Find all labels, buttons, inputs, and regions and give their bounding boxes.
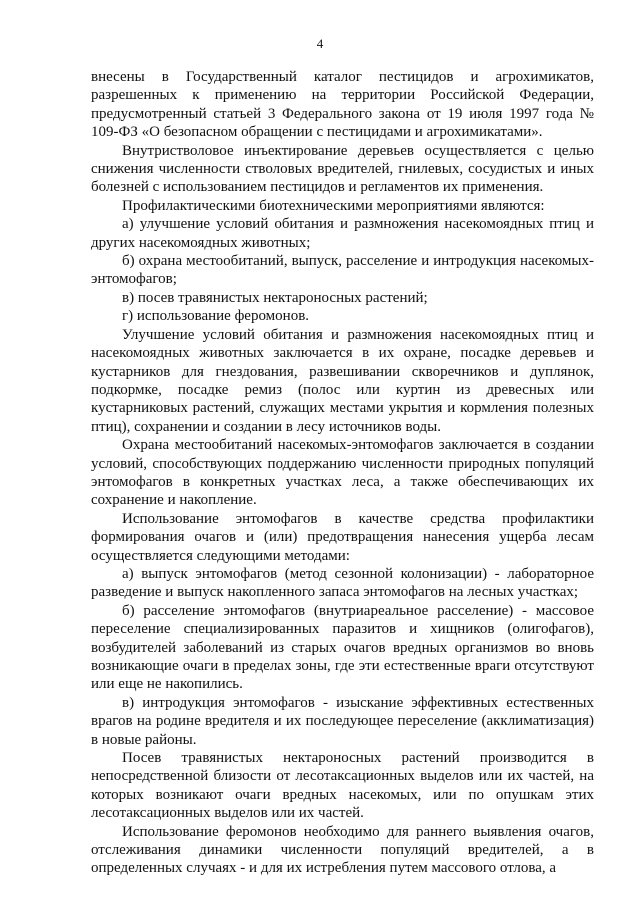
list-item: г) использование феромонов. [122, 308, 310, 325]
list-item: б) расселение энтомофагов (внутриареальное расселение) - массовое переселение специализированных паразитов и хищников (олигофагов), возбудителей заболеваний из старых очагов вредных организмов во вновь возникающие очаги в пределах зоны, где эти естественные враги отсутствуют или еще не накопились. [91, 602, 594, 693]
paragraph: Улучшение условий обитания и размножения насекомоядных птиц и насекомоядных животных заключается в их охране, посадке деревьев и кустарников для гнездования, развешивании скворечников и дуплянок, подкормке, посадке ремиз (полос или куртин из древесных или кустарниковых растений, служащих местами укрытия и кормления полезных птиц), сохранении и создании в лесу источников воды. [91, 326, 594, 435]
page-number: 4 [316, 36, 324, 51]
list-item: в) интродукция энтомофагов - изыскание эффективных естественных врагов на родине вредителя и их последующее переселение (акклиматизация) в новые районы. [91, 694, 594, 748]
paragraph: Охрана местообитаний насекомых-энтомофагов заключается в создании условий, способствующих поддержанию численности природных популяций энтомофагов в конкретных участках леса, а также обеспечивающих их сохранение и накопление. [91, 437, 594, 509]
paragraph: Внутристволовое инъектирование деревьев осуществляется с целью снижения численности стволовых вредителей, гнилевых, сосудистых и иных болезней с использованием пестицидов и регламентов их применения. [91, 142, 594, 196]
document-body [91, 68, 594, 878]
paragraph: Профилактическими биотехническими мероприятиями являются: [122, 197, 545, 214]
paragraph: внесены в Государственный каталог пестицидов и агрохимикатов, разрешенных к применению на территории Российской Федерации, предусмотренный статьей 3 Федерального закона от 19 июля 1997 года № 109-ФЗ «О безопасном обращении с пестицидами и агрохимикатами». [91, 69, 594, 141]
list-item: а) улучшение условий обитания и размножения насекомоядных птиц и других насекомоядных животных; [91, 216, 594, 251]
paragraph: Посев травянистых нектароносных растений производится в непосредственной близости от лесотаксационных выделов или их частей, на которых возникают очаги вредных насекомых, или по опушкам этих лесотаксационных выделов или их частей. [91, 750, 594, 822]
list-item: в) посев травянистых нектароносных растений; [122, 289, 428, 306]
paragraph: Использование феромонов необходимо для раннего выявления очагов, отслеживания динамики численности популяций вредителей, а в определенных случаях - и для их истребления путем массового отлова, а [91, 823, 594, 877]
paragraph: Использование энтомофагов в качестве средства профилактики формирования очагов и (или) предотвращения нанесения ущерба лесам осуществляется следующими методами: [91, 510, 594, 564]
list-item: б) охрана местообитаний, выпуск, расселение и интродукция насекомых-энтомофагов; [91, 253, 594, 288]
list-item: а) выпуск энтомофагов (метод сезонной колонизации) - лабораторное разведение и выпуск накопленного запаса энтомофагов на лесных участках; [91, 565, 594, 601]
